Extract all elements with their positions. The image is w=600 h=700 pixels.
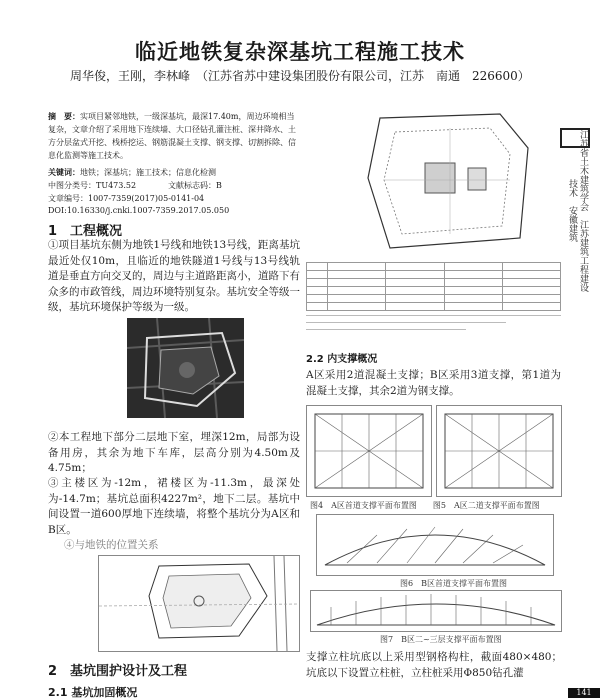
clc: 中图分类号：TU473.52 (48, 181, 137, 190)
keywords (48, 167, 216, 178)
fig6-drawing (316, 514, 554, 576)
section2-heading: 2 基坑围护设计及工程 (48, 664, 188, 679)
abstract-label: 摘 要： (48, 111, 80, 121)
section2-subheading: 2.1 基坑加固概况 (48, 686, 138, 699)
section1-p1: ①项目基坑东侧为地铁1号线和地铁13号线，距离基坑最近处仅10m，且临近的地铁隧道1号线与13号线轨道是垂直方向交叉的，周边与主道路距离小，道路下有众多的市政管线，周边环境特别复杂。基坑安全等级一级，基坑环境保护等级为一级。 (48, 239, 300, 313)
location-figure (98, 555, 300, 652)
page-number: 141 (568, 688, 600, 698)
right-p1: A区采用2道混凝土支撑；B区采用3道支撑，第1道为混凝土支撑，其余2道为钢支撑。 (306, 369, 561, 397)
article-no: 文章编号：1007-7359(2017)05-0141-04 (48, 194, 205, 203)
paper-title: 临近地铁复杂深基坑工程施工技术 (135, 40, 465, 64)
fig6-caption: 图6 B区首道支撑平面布置图 (400, 579, 507, 588)
aerial-photo-figure (127, 318, 244, 418)
journal-logo-box (560, 128, 590, 148)
journal-sidebar: 江苏省土木建筑学会 江苏建筑工程建设技术 安徽建筑 (567, 129, 588, 292)
fig7-caption: 图7 B区二~三层支撑平面布置图 (380, 635, 502, 644)
subsection-2-2: 2.2 内支撑概况 (306, 354, 378, 365)
abstract-text: 实项目紧邻地铁，一级深基坑，最深17.40m，周边环境相当复杂，文章介绍了采用地下连续墙、大口径钻孔灌注桩、深井降水、土方分层盆式开挖、栈桥挖运、钢筋混凝土支撑、钢支撑、切割拆除、信息化监测等施工技术。 (48, 112, 296, 160)
section1-p4: ④与地铁的位置关系 (64, 539, 159, 551)
keywords-text: 地铁；深基坑；施工技术；信息化检测 (80, 168, 216, 177)
authors-line: 周华俊，王刚，李林峰 （江苏省苏中建设集团股份有限公司，江苏 南通 226600） (70, 69, 530, 83)
plan-figure (350, 108, 550, 256)
fig4-5-caption: 图4 A区首道支撑平面布置图 图5 A区二道支撑平面布置图 (310, 501, 540, 510)
section1-heading: 1 工程概况 (48, 224, 123, 239)
parameter-table (306, 262, 561, 332)
abstract (48, 110, 300, 162)
section1-p3: ③主楼区为-12m，裙楼区为-11.3m，最深处为-14.7m；基坑总面积4227m²，地下二层。基坑中间设置一道600厚地下连续墙，将整个基坑分为A区和B区。 (48, 477, 300, 536)
right-p2: 支撑立柱坑底以上采用型钢格构柱，截面480×480；坑底以下设置立柱桩，立柱桩采用Φ850钻孔灌 (306, 651, 562, 679)
keywords-label: 关键词： (48, 167, 80, 177)
doc-code: 文献标志码：B (168, 181, 222, 190)
fig7-drawing (310, 590, 562, 632)
section1-p2: ②本工程地下部分二层地下室，埋深12m，局部为设备用房，其余为地下车库，层高分别为4.50m及4.75m； (48, 431, 300, 474)
fig4-drawing (306, 405, 432, 497)
doi: DOI:10.16330/j.cnki.1007-7359.2017.05.050 (48, 206, 230, 215)
fig5-drawing (436, 405, 562, 497)
